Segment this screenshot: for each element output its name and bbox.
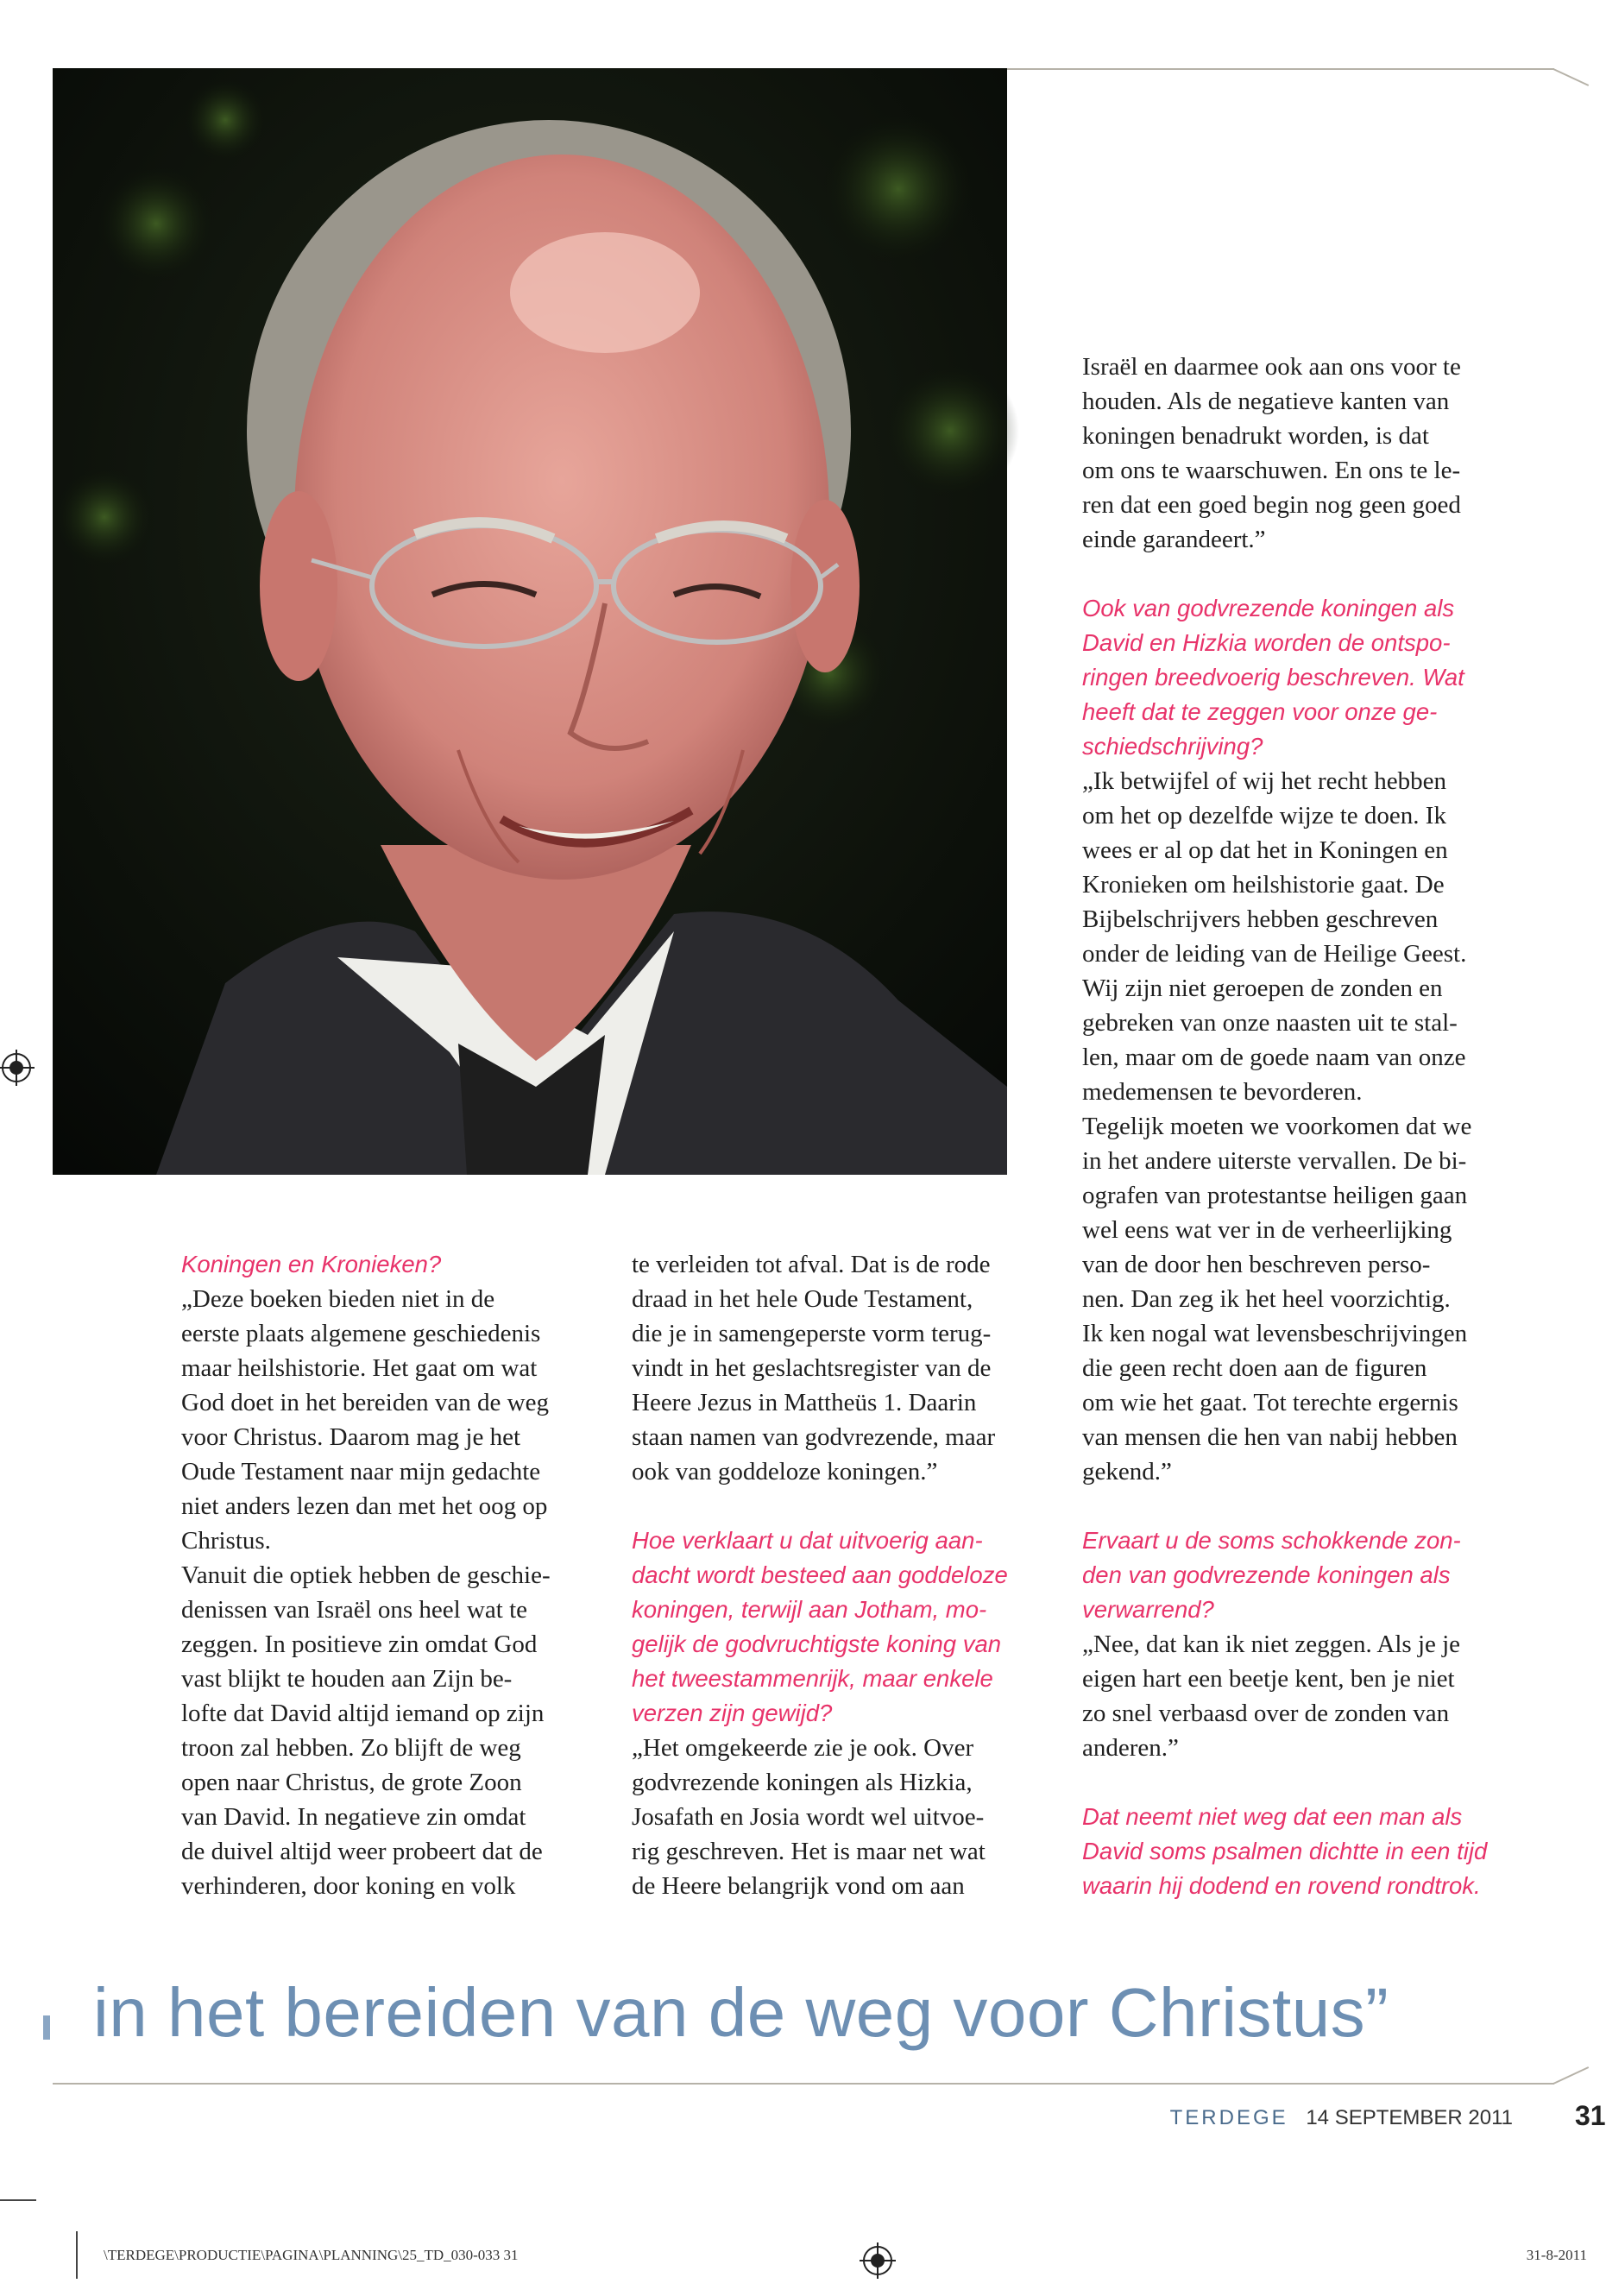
answer-text-left [181,1282,604,1903]
text-line: vast blijkt te houden aan Zijn be- [181,1665,513,1693]
bottom-frame-line [53,2083,1554,2085]
text-line: de Heere belangrijk vond om aan [632,1872,965,1900]
text-line: len, maar om de goede naam van onze [1082,1044,1466,1071]
top-right-corner [1553,68,1590,86]
question-line: David en Hizkia worden de ontspo- [1082,629,1451,656]
pullquote-mark [43,2015,50,2040]
question-koningen-kronieken: Koningen en Kronieken? [181,1251,442,1277]
answer-text-right-2 [1082,764,1531,1489]
answer-text-middle-1 [632,1247,1055,1489]
text-line: om ons te waarschuwen. En ons te le- [1082,457,1461,484]
slug-separator [76,2231,78,2279]
text-line: van de door hen beschreven perso- [1082,1251,1431,1278]
text-line: medemensen te bevorderen. [1082,1078,1363,1106]
text-line: nen. Dan zeg ik het heel voorzichtig. [1082,1285,1451,1313]
text-line: Bijbelschrijvers hebben geschreven [1082,905,1439,933]
question-line: den van godvrezende koningen als [1082,1561,1451,1588]
question-line: Hoe verklaart u dat uitvoerig aan- [632,1527,983,1554]
text-line: Oude Testament naar mijn gedachte [181,1458,541,1485]
text-line: anderen.” [1082,1734,1179,1762]
page-footer [1170,2106,1513,2130]
text-line: ografen van protestantse heiligen gaan [1082,1182,1468,1209]
question-line: David soms psalmen dichtte in een tijd [1082,1838,1488,1864]
column-left [181,1247,604,1903]
text-line: open naar Christus, de grote Zoon [181,1769,522,1796]
text-line: die geen recht doen aan de figuren [1082,1354,1427,1382]
text-line: draad in het hele Oude Testament, [632,1285,973,1313]
column-right [1082,350,1531,1903]
text-line: wel eens wat ver in de verheerlijking [1082,1216,1452,1244]
question-ontsporingen [1082,591,1531,764]
text-line: lofte dat David altijd iemand op zijn [181,1700,545,1727]
text-line: om het op dezelfde wijze te doen. Ik [1082,802,1446,829]
question-line: ringen breedvoerig beschreven. Wat [1082,664,1464,691]
page-number: 31 [1575,2100,1606,2131]
text-line: Heere Jezus in Mattheüs 1. Daarin [632,1389,977,1416]
issue-date: 14 SEPTEMBER 2011 [1306,2106,1513,2129]
text-line: koningen benadrukt worden, is dat [1082,422,1429,450]
text-line: Vanuit die optiek hebben de geschie- [181,1561,551,1589]
text-line: ren dat een goed begin nog geen goed [1082,491,1461,519]
text-line: Tegelijk moeten we voorkomen dat we [1082,1113,1472,1140]
text-line: de duivel altijd weer probeert dat de [181,1838,543,1865]
text-line: om wie het gaat. Tot terechte ergernis [1082,1389,1458,1416]
question-line: waarin hij dodend en rovend rondtrok. [1082,1872,1481,1899]
text-line: maar heilshistorie. Het gaat om wat [181,1354,538,1382]
text-line: staan namen van godvrezende, maar [632,1423,996,1451]
text-line: Ik ken nogal wat levensbeschrijvingen [1082,1320,1468,1347]
text-line: die je in samengeperste vorm terug- [632,1320,992,1347]
text-line: „Ik betwijfel of wij het recht hebben [1082,767,1446,795]
question-line: verzen zijn gewijd? [632,1700,833,1726]
text-line: Kronieken om heilshistorie gaat. De [1082,871,1445,899]
question-jotham [632,1523,1055,1731]
text-line: van David. In negatieve zin omdat [181,1803,526,1831]
question-line: Dat neemt niet weg dat een man als [1082,1803,1463,1830]
answer-text-middle-2 [632,1731,1055,1903]
portrait-photo-icon [53,68,1007,1175]
slug-path: \TERDEGE\PRODUCTIE\PAGINA\PLANNING\25_TD_030-033 31 [104,2247,519,2263]
text-line: gebreken van onze naasten uit te stal- [1082,1009,1458,1037]
slug-date: 31-8-2011 [1526,2247,1587,2263]
question-david-psalmen [1082,1800,1531,1903]
registration-mark-bottom [863,2246,892,2275]
text-line: zo snel verbaasd over de zonden van [1082,1700,1450,1727]
question-line: schiedschrijving? [1082,733,1263,760]
text-line: rig geschreven. Het is maar net wat [632,1838,986,1865]
pullquote: in het bereiden van de weg voor Christus” [93,1974,1389,2051]
text-line: eerste plaats algemene geschiedenis [181,1320,541,1347]
portrait-photo [53,68,1007,1175]
left-margin-tick [0,2199,36,2201]
text-line: houden. Als de negatieve kanten van [1082,388,1450,415]
question-line: Ervaart u de soms schokkende zon- [1082,1527,1461,1554]
text-line: troon zal hebben. Zo blijft de weg [181,1734,521,1762]
question-line: gelijk de godvruchtigste koning van [632,1631,1002,1657]
text-line: zeggen. In positieve zin omdat God [181,1631,538,1658]
text-line: Israël en daarmee ook aan ons voor te [1082,353,1461,381]
text-line: Christus. [181,1527,271,1555]
text-line: Wij zijn niet geroepen de zonden en [1082,975,1443,1002]
bottom-right-corner [1553,2066,1590,2085]
question-line: heeft dat te zeggen voor onze ge- [1082,698,1438,725]
text-line: te verleiden tot afval. Dat is de rode [632,1251,991,1278]
registration-mark-left [2,1053,31,1082]
question-line: het tweestammenrijk, maar enkele [632,1665,993,1692]
text-line: Josafath en Josia wordt wel uitvoe- [632,1803,985,1831]
text-line: van mensen die hen van nabij hebben [1082,1423,1458,1451]
text-line: „Nee, dat kan ik niet zeggen. Als je je [1082,1631,1461,1658]
question-line: verwarrend? [1082,1596,1214,1623]
question-line: dacht wordt besteed aan goddeloze [632,1561,1008,1588]
question-line: Ook van godvrezende koningen als [1082,595,1455,621]
text-line: niet anders lezen dan met het oog op [181,1492,548,1520]
magazine-name: TERDEGE [1169,2106,1288,2129]
text-line: in het andere uiterste vervallen. De bi- [1082,1147,1467,1175]
question-line: koningen, terwijl aan Jotham, mo- [632,1596,987,1623]
text-line: vindt in het geslachtsregister van de [632,1354,992,1382]
answer-text-right-1 [1082,350,1531,557]
answer-text-right-3 [1082,1627,1531,1765]
text-line: einde garandeert.” [1082,526,1266,553]
text-line: God doet in het bereiden van de weg [181,1389,549,1416]
text-line: voor Christus. Daarom mag je het [181,1423,521,1451]
text-line: eigen hart een beetje kent, ben je niet [1082,1665,1455,1693]
text-line: ook van goddeloze koningen.” [632,1458,938,1485]
text-line: „Deze boeken bieden niet in de [181,1285,495,1313]
text-line: godvrezende koningen als Hizkia, [632,1769,973,1796]
text-line: verhinderen, door koning en volk [181,1872,516,1900]
text-line: gekend.” [1082,1458,1172,1485]
question-verwarrend [1082,1523,1531,1627]
column-middle [632,1247,1055,1903]
text-line: onder de leiding van de Heilige Geest. [1082,940,1467,968]
text-line: „Het omgekeerde zie je ook. Over [632,1734,974,1762]
text-line: denissen van Israël ons heel wat te [181,1596,528,1624]
text-line: wees er al op dat het in Koningen en [1082,836,1448,864]
